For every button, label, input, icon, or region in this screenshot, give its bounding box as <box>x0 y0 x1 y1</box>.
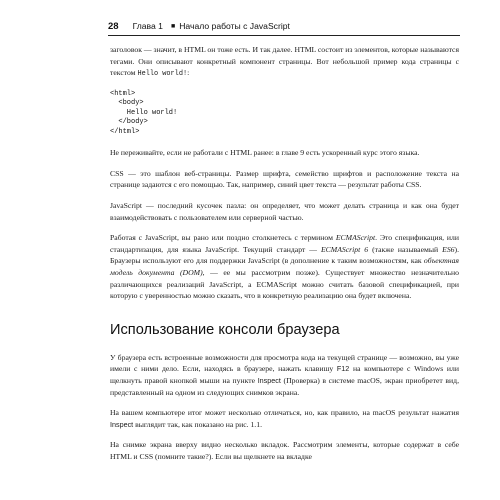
paragraph-ecmascript: Работая с JavaScript, вы рано или поздно столкнетесь с термином ECMAScript. Это спецификация, или стандартизация, для языка JavaScript. Текущий стандарт — ECMAScript 6 (также называемый ES6). Браузеры используют его для поддержки JavaScript (в дополнение к таким возможностям, как объектная модель документа (DOM), — ее мы рассмотрим позже). Существует множество незначительно различающихся реализаций JavaScript, а ECMAScript можно считать базовой спецификацией, при которую с уверенностью можно сказать, что в конкретную реализацию она будет включена. <box>110 233 460 301</box>
inline-code-hello-world: Hello world! <box>137 70 188 79</box>
running-header <box>108 21 460 32</box>
page-body <box>110 44 459 472</box>
page-number: 28 <box>108 21 119 32</box>
chapter-title: Начало работы с JavaScript <box>179 21 290 31</box>
paragraph-console-intro: У браузера есть встроенные возможности для просмотра кода на текущей странице — возможно, вы уже имели с ними дело. Если, находясь в браузере, нажать клавишу F12 на компьютере с Windows или щелкнуть правой кнопкой мыши на пункте Inspect (Проверка) в системе macOS, экран приобретет вид, представленный на одном из следующих снимков экрана. <box>110 352 459 397</box>
term-dom-full: объектная модель документа <box>110 256 459 278</box>
separator-square-icon: ■ <box>170 23 176 30</box>
paragraph-html-intro: заголовок — значит, в HTML он тоже есть. И так далее. HTML состоит из элементов, которые называются тегами. Они описывают конкретный компонент страницы. Вот небольшой пример кода страницы с текстом Hello world!: <box>110 45 459 79</box>
paragraph-html-note: Не переживайте, если не работали с HTML ранее: в главе 9 есть ускоренный курс этого языка. <box>110 148 420 158</box>
term-ecmascript-6: ECMAScript 6 <box>320 244 369 254</box>
paragraph-macos-result: На вашем компьютере итог может несколько отличаться, но, как правило, на macOS результат нажатия Inspect выглядит так, как показано на рис. 1.1. <box>110 408 459 429</box>
code-line: Hello world! <box>110 108 178 117</box>
key-f12: F12 <box>336 364 350 374</box>
term-ecmascript: ECMAScript <box>335 233 376 243</box>
paragraph-javascript: JavaScript — последний кусочек пазла: он определяет, что может делать страница и как она будет взаимодействовать с пользователем или серверной частью. <box>110 201 459 222</box>
header-rule <box>108 35 460 36</box>
code-line: </body> <box>110 118 148 127</box>
chapter-label: Глава 1 <box>132 21 163 31</box>
menu-inspect: Inspect <box>257 376 281 385</box>
term-es6: ES6 <box>442 244 455 254</box>
term-dom: (DOM) <box>180 268 203 278</box>
paragraph-tabs: На снимке экрана вверху видно несколько вкладок. Рассмотрим элементы, которые содержат в себе HTML и CSS (помните такие?). Если вы щелкнете на вкладке <box>110 440 459 461</box>
code-line: <body> <box>110 99 144 108</box>
code-line: <html> <box>110 89 136 98</box>
section-heading: Использование консоли браузера <box>110 321 340 338</box>
paragraph-css: CSS — это шаблон веб-страницы. Размер шрифта, семейство шрифтов и расположение текста на странице задаются с его помощью. Так, например, синий цвет текста — результат работы CSS. <box>110 168 459 190</box>
code-line: </html> <box>110 127 140 136</box>
menu-inspect: Inspect <box>110 419 134 429</box>
code-block <box>110 90 459 138</box>
